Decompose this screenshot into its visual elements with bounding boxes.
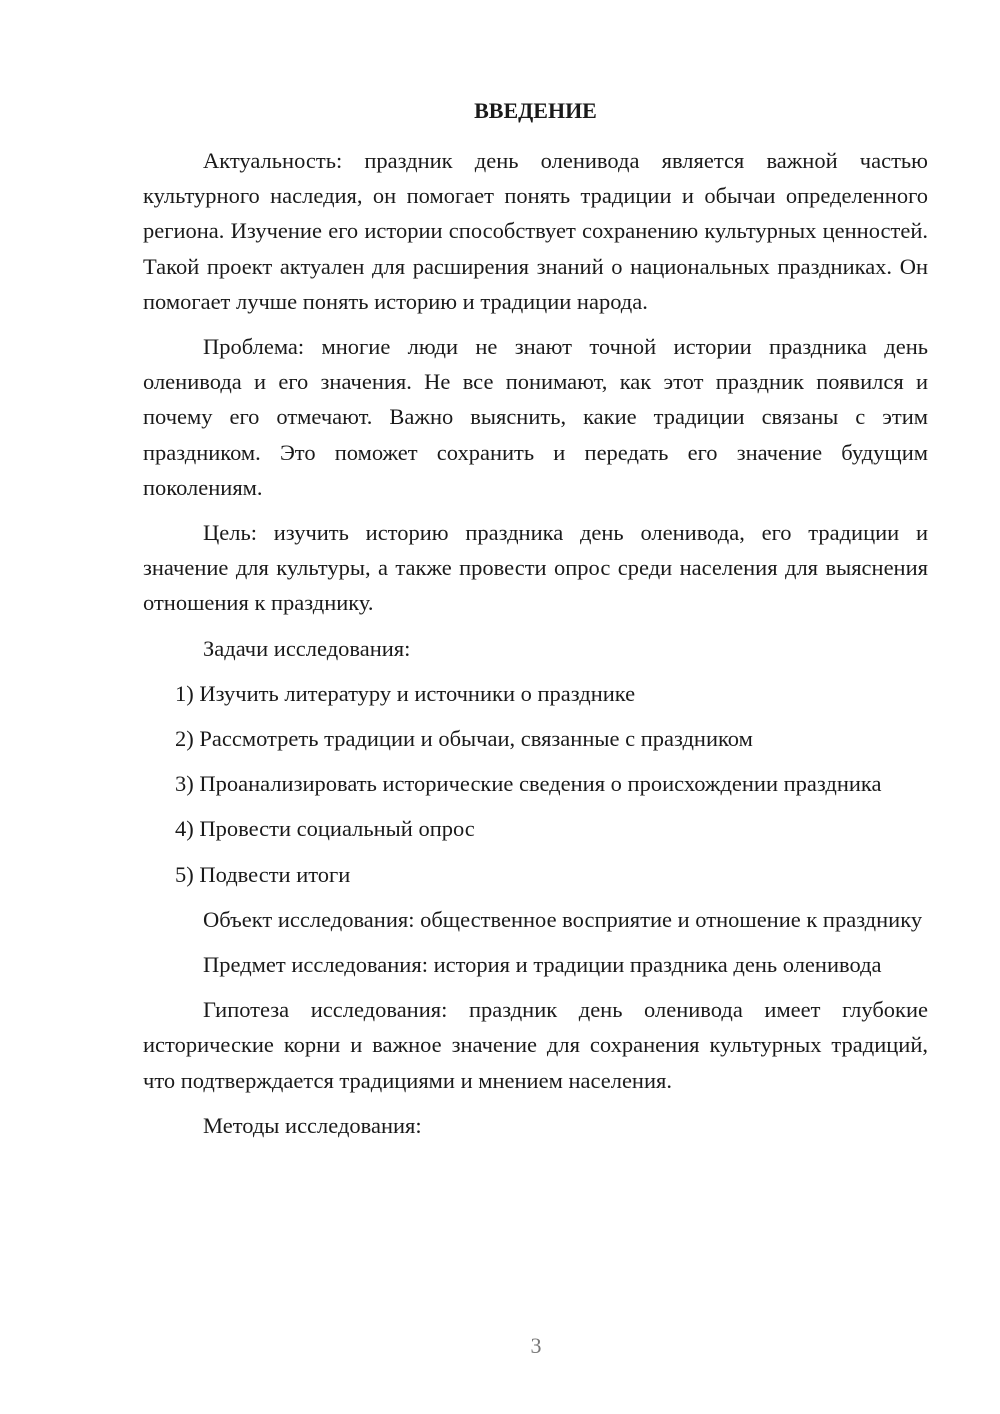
- task-item: 3) Проанализировать исторические сведения о происхождении праздника: [175, 771, 882, 797]
- task-item: 2) Рассмотреть традиции и обычаи, связанные с праздником: [175, 726, 753, 752]
- problem-paragraph: Проблема: многие люди не знают точной истории праздника день оленивода и его значения. Не все понимают, как этот праздник появился и почему его отмечают. Важно выяснить, какие традиции связаны с этим праздником. Это поможет сохранить и передать его значение будущим поколениям.: [143, 334, 928, 500]
- task-item: 4) Провести социальный опрос: [175, 816, 475, 842]
- object-paragraph: Объект исследования: общественное восприятие и отношение к празднику: [203, 906, 923, 932]
- goal-paragraph: Цель: изучить историю праздника день оленивода, его традиции и значение для культуры, а также провести опрос среди населения для выяснения отношения к празднику.: [143, 520, 928, 616]
- page-number: 3: [530, 1333, 542, 1358]
- task-item: 5) Подвести итоги: [175, 861, 351, 887]
- relevance-paragraph: Актуальность: праздник день оленивода является важной частью культурного наследия, он помогает понять традиции и обычаи определенного региона. Изучение его истории способствует сохранению культурных ценностей. Такой проект актуален для расширения знаний о национальных праздниках. Он помогает лучше понять историю и традиции народа.: [143, 148, 928, 314]
- document-body: [143, 143, 928, 1153]
- methods-paragraph: Методы исследования:: [203, 1112, 422, 1138]
- tasks-heading: Задачи исследования:: [203, 635, 411, 661]
- hypothesis-paragraph: Гипотеза исследования: праздник день оленивода имеет глубокие исторические корни и важное значение для сохранения культурных традиций, что подтверждается традициями и мнением населения.: [143, 997, 928, 1093]
- task-item: 1) Изучить литературу и источники о празднике: [175, 680, 636, 706]
- page-title: ВВЕДЕНИЕ: [474, 98, 597, 123]
- subject-paragraph: Предмет исследования: история и традиции праздника день оленивода: [203, 952, 882, 978]
